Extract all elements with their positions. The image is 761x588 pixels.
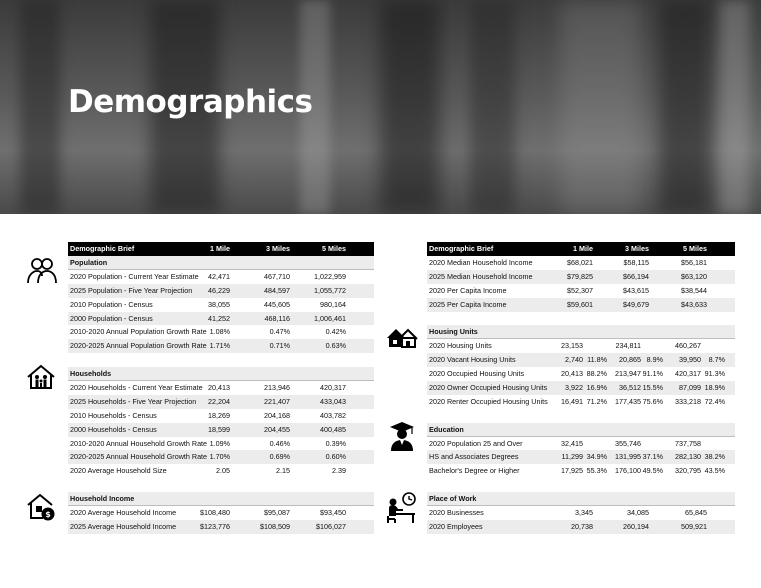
table-row (68, 298, 374, 312)
cell-value: 260,194 (623, 521, 649, 531)
table-row (427, 395, 735, 409)
cell-value: 75.6% (642, 396, 663, 406)
cell-value: 41,252 (208, 313, 230, 323)
cell-value: 20,413 (208, 383, 230, 393)
row-label: 2025 Median Household Income (429, 271, 533, 281)
cell-value: 8.9% (646, 355, 663, 365)
table-row (68, 506, 374, 520)
cell-value: $38,544 (681, 285, 707, 295)
cell-value: 282,130 (675, 452, 701, 462)
cell-value: 20,738 (571, 521, 593, 531)
section-header (68, 256, 374, 270)
cell-value: 204,455 (264, 424, 290, 434)
cell-value: 37.1% (642, 452, 663, 462)
table-header: Demographic Brief 1 Mile 3 Miles 5 Miles (68, 242, 374, 256)
cell-value: 16.9% (586, 383, 607, 393)
cell-value: 32,415 (561, 438, 583, 448)
cell-value: 91.3% (704, 369, 725, 379)
table-row (68, 450, 374, 464)
section-header (427, 325, 735, 339)
spacer-row (427, 312, 735, 326)
section-title: Household Income (70, 494, 135, 504)
cell-value: 15.5% (642, 383, 663, 393)
cell-value: 445,605 (264, 299, 290, 309)
cell-value: 2,740 (565, 355, 583, 365)
cell-value: 3,922 (565, 383, 583, 393)
cell-value: 17,925 (561, 466, 583, 476)
cell-value: 467,710 (264, 271, 290, 281)
svg-text:$: $ (45, 510, 51, 519)
cell-value: 20,865 (619, 355, 641, 365)
cell-value: 420,317 (675, 369, 701, 379)
cell-value: $52,307 (567, 285, 593, 295)
table-row (68, 381, 374, 395)
cell-value: 11,299 (561, 452, 583, 462)
cell-value: 0.69% (269, 452, 290, 462)
cell-value: 34,085 (627, 508, 649, 518)
cell-value: 55.3% (586, 466, 607, 476)
cell-value: 18.9% (704, 383, 725, 393)
cell-value: 0.71% (269, 341, 290, 351)
cell-value: $95,087 (264, 508, 290, 518)
table-row (427, 367, 735, 381)
table-row (68, 339, 374, 353)
table-row (68, 270, 374, 284)
row-label: 2010 Population - Census (70, 299, 153, 309)
cell-value: 72.4% (704, 396, 725, 406)
cell-value: 403,782 (320, 410, 346, 420)
row-label: 2020 Median Household Income (429, 258, 533, 267)
table-row (427, 464, 735, 478)
house-icon (386, 326, 418, 348)
hero-banner (0, 0, 761, 214)
cell-value: 355,746 (615, 438, 641, 448)
cell-value: 87,099 (679, 383, 701, 393)
cell-value: 20,413 (561, 369, 583, 379)
cell-value: 0.39% (325, 438, 346, 448)
cell-value: 65,845 (685, 508, 707, 518)
people-icon (26, 256, 58, 284)
cell-value: $43,615 (623, 285, 649, 295)
cell-value: 204,168 (264, 410, 290, 420)
table-row (427, 437, 735, 451)
section-header (68, 492, 374, 506)
cell-value: 420,317 (320, 383, 346, 393)
table-row (427, 298, 735, 312)
table-row (427, 353, 735, 367)
cell-value: 11.8% (587, 355, 607, 365)
cell-value: 18,599 (208, 424, 230, 434)
spacer-row (68, 478, 374, 492)
row-label: 2020 Population - Current Year Estimate (70, 271, 199, 281)
cell-value: 38,055 (208, 299, 230, 309)
cell-value: 71.2% (586, 396, 607, 406)
cell-value: 176,100 (615, 466, 641, 476)
cell-value: 737,758 (675, 438, 701, 448)
spacer-row (427, 409, 735, 423)
cell-value: $56,181 (681, 258, 707, 267)
section-title: Education (429, 424, 464, 434)
cell-value: 484,597 (264, 285, 290, 295)
cell-value: 0.46% (269, 438, 290, 448)
cell-value: 46,229 (208, 285, 230, 295)
section-title: Housing Units (429, 327, 478, 337)
cell-value: $79,825 (567, 271, 593, 281)
cell-value: $49,679 (623, 299, 649, 309)
cell-value: 36,512 (619, 383, 641, 393)
cell-value: 1,055,772 (314, 285, 346, 295)
cell-value: 468,116 (264, 313, 290, 323)
cell-value: 1,006,461 (314, 313, 346, 323)
cell-value: 131,995 (615, 452, 641, 462)
row-label: 2020 Occupied Housing Units (429, 369, 525, 379)
cell-value: $108,509 (260, 521, 290, 531)
cell-value: $58,115 (623, 258, 649, 267)
cell-value: 2.39 (332, 466, 346, 476)
cell-value: 0.42% (325, 327, 346, 337)
cell-value: 234,811 (615, 341, 641, 351)
row-label: 2020 Per Capita Income (429, 285, 507, 295)
family-house-icon (26, 364, 56, 390)
cell-value: 509,921 (681, 521, 707, 531)
cell-value: 23,153 (561, 341, 583, 351)
table-row (427, 339, 735, 353)
table-row (68, 395, 374, 409)
section-title: Households (70, 369, 112, 379)
table-row (68, 312, 374, 326)
row-label: 2020 Employees (429, 521, 483, 531)
table-row (427, 256, 735, 270)
row-label: 2000 Population - Census (70, 313, 153, 323)
cell-value: 0.63% (325, 341, 346, 351)
cell-value: $123,776 (200, 521, 230, 531)
row-label: 2025 Average Household Income (70, 521, 177, 531)
cell-value: 18,269 (208, 410, 230, 420)
cell-value: 16,491 (561, 396, 583, 406)
cell-value: 34.9% (586, 452, 607, 462)
page-title: Demographics (68, 84, 313, 120)
cell-value: 0.60% (325, 452, 346, 462)
table-row (68, 284, 374, 298)
row-label: 2010-2020 Annual Population Growth Rate (70, 327, 207, 337)
section-title: Population (70, 258, 108, 267)
cell-value: $108,480 (200, 508, 230, 518)
cell-value: 39,950 (679, 355, 701, 365)
cell-value: 213,947 (615, 369, 641, 379)
table-row (427, 506, 735, 520)
cell-value: $63,120 (681, 271, 707, 281)
row-label: 2025 Population - Five Year Projection (70, 285, 193, 295)
cell-value: 2.15 (276, 466, 290, 476)
cell-value: 43.5% (704, 466, 725, 476)
row-label: 2020 Businesses (429, 508, 484, 518)
cell-value: 22,204 (208, 396, 230, 406)
row-label: 2020-2025 Annual Population Growth Rate (70, 341, 207, 351)
cell-value: 1.08% (209, 327, 230, 337)
cell-value: 460,267 (675, 341, 701, 351)
row-label: 2025 Per Capita Income (429, 299, 507, 309)
cell-value: 1.09% (209, 438, 230, 448)
right-demographic-table (427, 242, 735, 534)
table-row (68, 437, 374, 451)
cell-value: $68,021 (567, 258, 593, 267)
cell-value: 320,795 (675, 466, 701, 476)
cell-value: 38.2% (704, 452, 725, 462)
table-row (427, 450, 735, 464)
cell-value: 91.1% (642, 369, 663, 379)
spacer-row (427, 478, 735, 492)
cell-value: 333,218 (675, 396, 701, 406)
row-label: 2020-2025 Annual Household Growth Rate (70, 452, 208, 462)
cell-value: 433,043 (320, 396, 346, 406)
section-header (427, 423, 735, 437)
row-label: 2020 Population 25 and Over (429, 438, 523, 448)
row-label: 2025 Households - Five Year Projection (70, 396, 197, 406)
row-label: 2010 Households - Census (70, 410, 157, 420)
cell-value: 1,022,959 (314, 271, 346, 281)
table-row (427, 381, 735, 395)
row-label: 2020 Owner Occupied Housing Units (429, 383, 548, 393)
desk-worker-icon (385, 492, 417, 524)
cell-value: 8.7% (708, 355, 725, 365)
row-label: 2020 Average Household Size (70, 466, 167, 476)
row-label: 2020 Average Household Income (70, 508, 177, 518)
table-row (427, 520, 735, 534)
row-label: HS and Associates Degrees (429, 452, 519, 462)
row-label: 2010-2020 Annual Household Growth Rate (70, 438, 208, 448)
cell-value: 88.2% (586, 369, 607, 379)
graduate-icon (388, 421, 416, 451)
table-row (68, 520, 374, 534)
cell-value: $66,194 (623, 271, 649, 281)
cell-value: 0.47% (269, 327, 290, 337)
cell-value: 980,164 (320, 299, 346, 309)
cell-value: 3,345 (575, 508, 593, 518)
section-title: Place of Work (429, 494, 477, 504)
row-label: 2020 Renter Occupied Housing Units (429, 396, 548, 406)
cell-value: $93,450 (320, 508, 346, 518)
cell-value: $43,633 (681, 299, 707, 309)
left-demographic-table (68, 242, 374, 534)
cell-value: 213,946 (264, 383, 290, 393)
table-header: Demographic Brief 1 Mile 3 Miles 5 Miles (427, 242, 735, 256)
table-row (427, 270, 735, 284)
table-row (68, 325, 374, 339)
row-label: 2020 Vacant Housing Units (429, 355, 516, 365)
section-header (427, 492, 735, 506)
household-income-icon (26, 492, 56, 522)
row-label: Bachelor's Degree or Higher (429, 466, 520, 476)
spacer-row (68, 353, 374, 367)
cell-value: $106,027 (316, 521, 346, 531)
cell-value: 1.70% (209, 452, 230, 462)
cell-value: 177,435 (615, 396, 641, 406)
cell-value: 221,407 (264, 396, 290, 406)
table-row (68, 409, 374, 423)
cell-value: 42,471 (208, 271, 230, 281)
row-label: 2000 Households - Census (70, 424, 157, 434)
cell-value: 2.05 (216, 466, 230, 476)
row-label: 2020 Households - Current Year Estimate (70, 383, 203, 393)
table-row (427, 284, 735, 298)
cell-value: $59,601 (567, 299, 593, 309)
cell-value: 400,485 (320, 424, 346, 434)
row-label: 2020 Housing Units (429, 341, 492, 351)
table-row (68, 423, 374, 437)
section-header (68, 367, 374, 381)
cell-value: 49.5% (642, 466, 663, 476)
table-row (68, 464, 374, 478)
cell-value: 1.71% (209, 341, 230, 351)
